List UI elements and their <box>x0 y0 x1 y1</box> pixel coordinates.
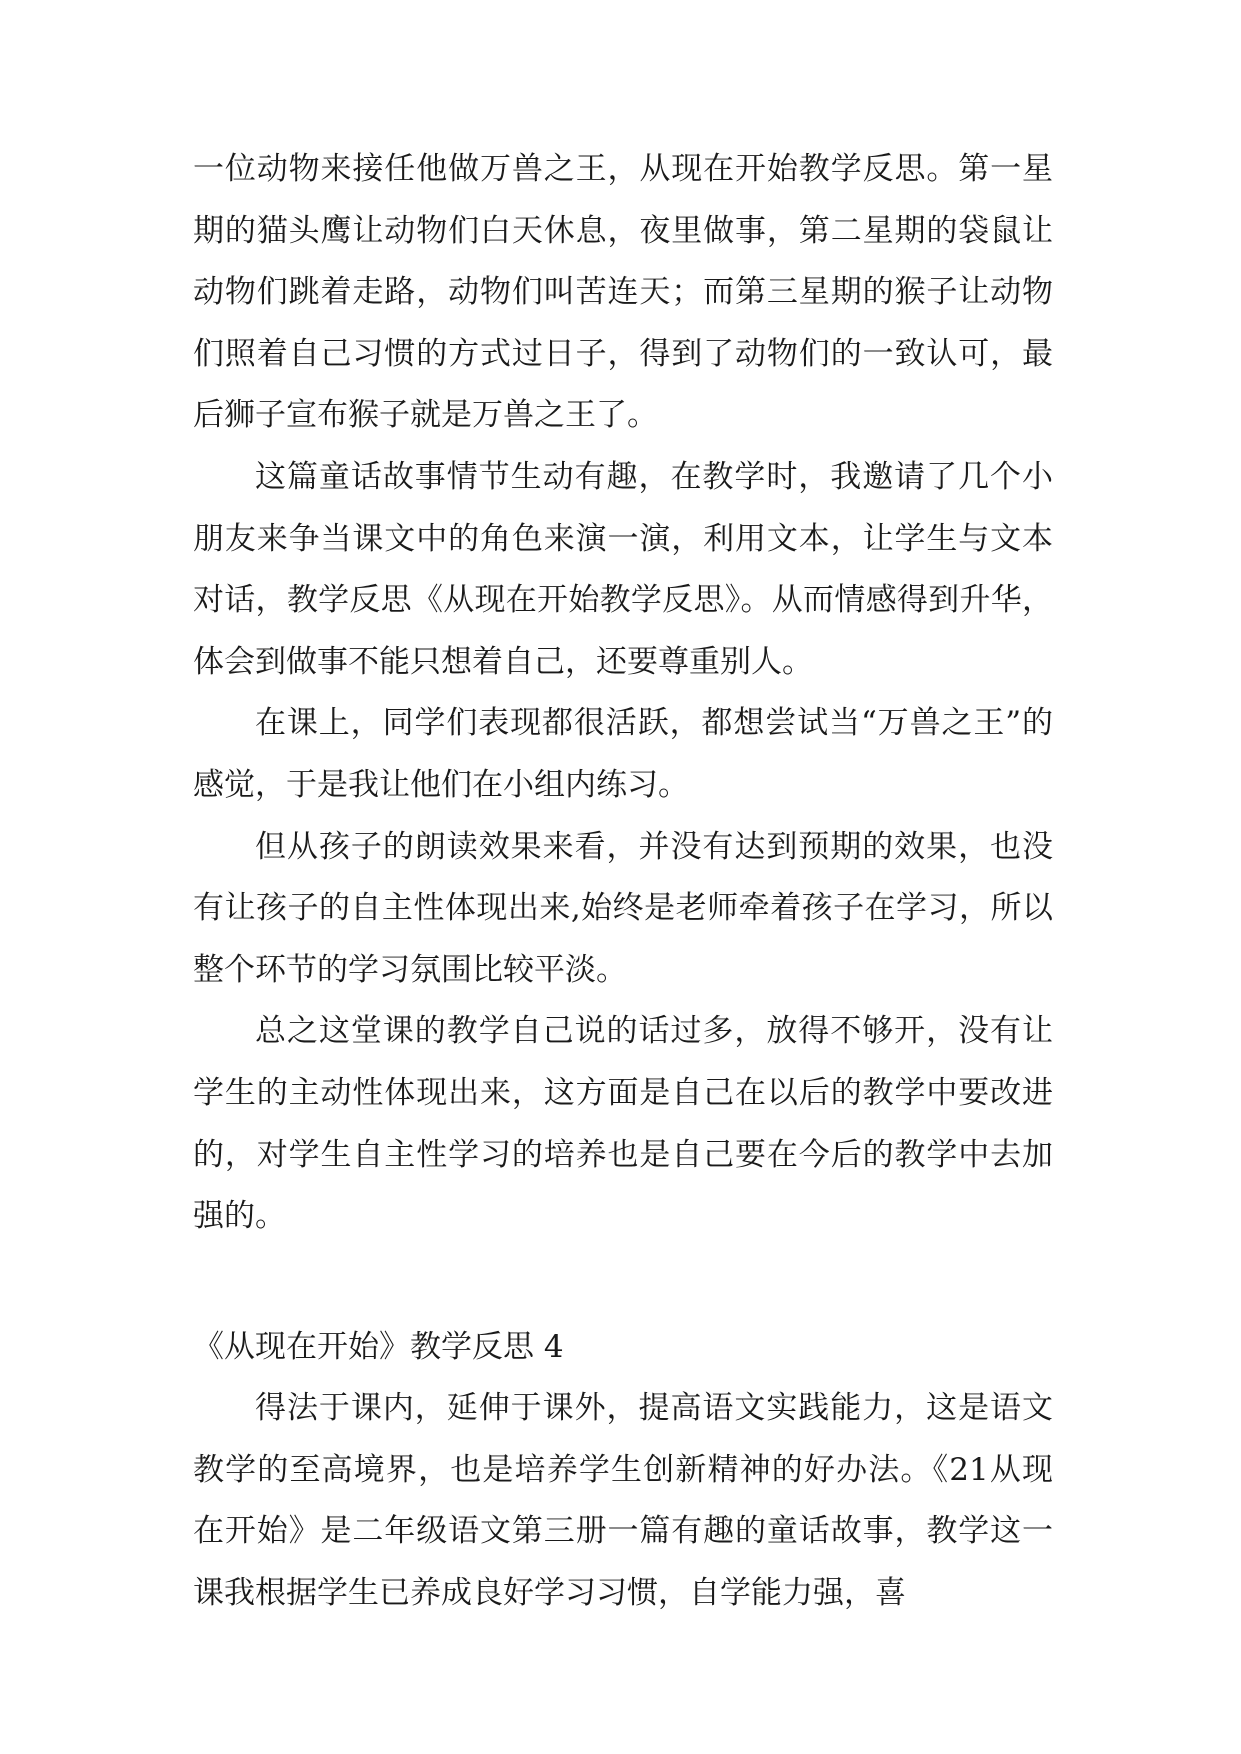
section-heading: 《从现在开始》教学反思 4 <box>193 1328 564 1365</box>
paragraph: 在课上，同学们表现都很活跃，都想尝试当“万兽之王”的感觉，于是我让他们在小组内练习。 <box>193 705 1053 803</box>
paragraph: 总之这堂课的教学自己说的话过多，放得不够开，没有让学生的主动性体现出来，这方面是自己在以后的教学中要改进的，对学生自主性学习的培养也是自己要在今后的教学中去加强的。 <box>193 1013 1053 1235</box>
paragraph: 得法于课内，延伸于课外，提高语文实践能力，这是语文教学的至高境界，也是培养学生创新精神的好办法。《21从现在开始》是二年级语文第三册一篇有趣的童话故事，教学这一课我根据学生已养成良好学习习惯，自学能力强，喜 <box>193 1390 1053 1612</box>
paragraph: 但从孩子的朗读效果来看，并没有达到预期的效果，也没有让孩子的自主性体现出来,始终是老师牵着孩子在学习，所以整个环节的学习氛围比较平淡。 <box>193 828 1053 988</box>
document-body <box>193 139 1053 1625</box>
paragraph-continued: 一位动物来接任他做万兽之王，从现在开始教学反思。第一星期的猫头鹰让动物们白天休息，夜里做事，第二星期的袋鼠让动物们跳着走路，动物们叫苦连天；而第三星期的猴子让动物们照着自己习惯的方式过日子，得到了动物们的一致认可，最后狮子宣布猴子就是万兽之王了。 <box>193 151 1053 434</box>
paragraph: 这篇童话故事情节生动有趣，在教学时，我邀请了几个小朋友来争当课文中的角色来演一演，利用文本，让学生与文本对话，教学反思《从现在开始教学反思》。从而情感得到升华，体会到做事不能只想着自己，还要尊重别人。 <box>193 458 1053 680</box>
